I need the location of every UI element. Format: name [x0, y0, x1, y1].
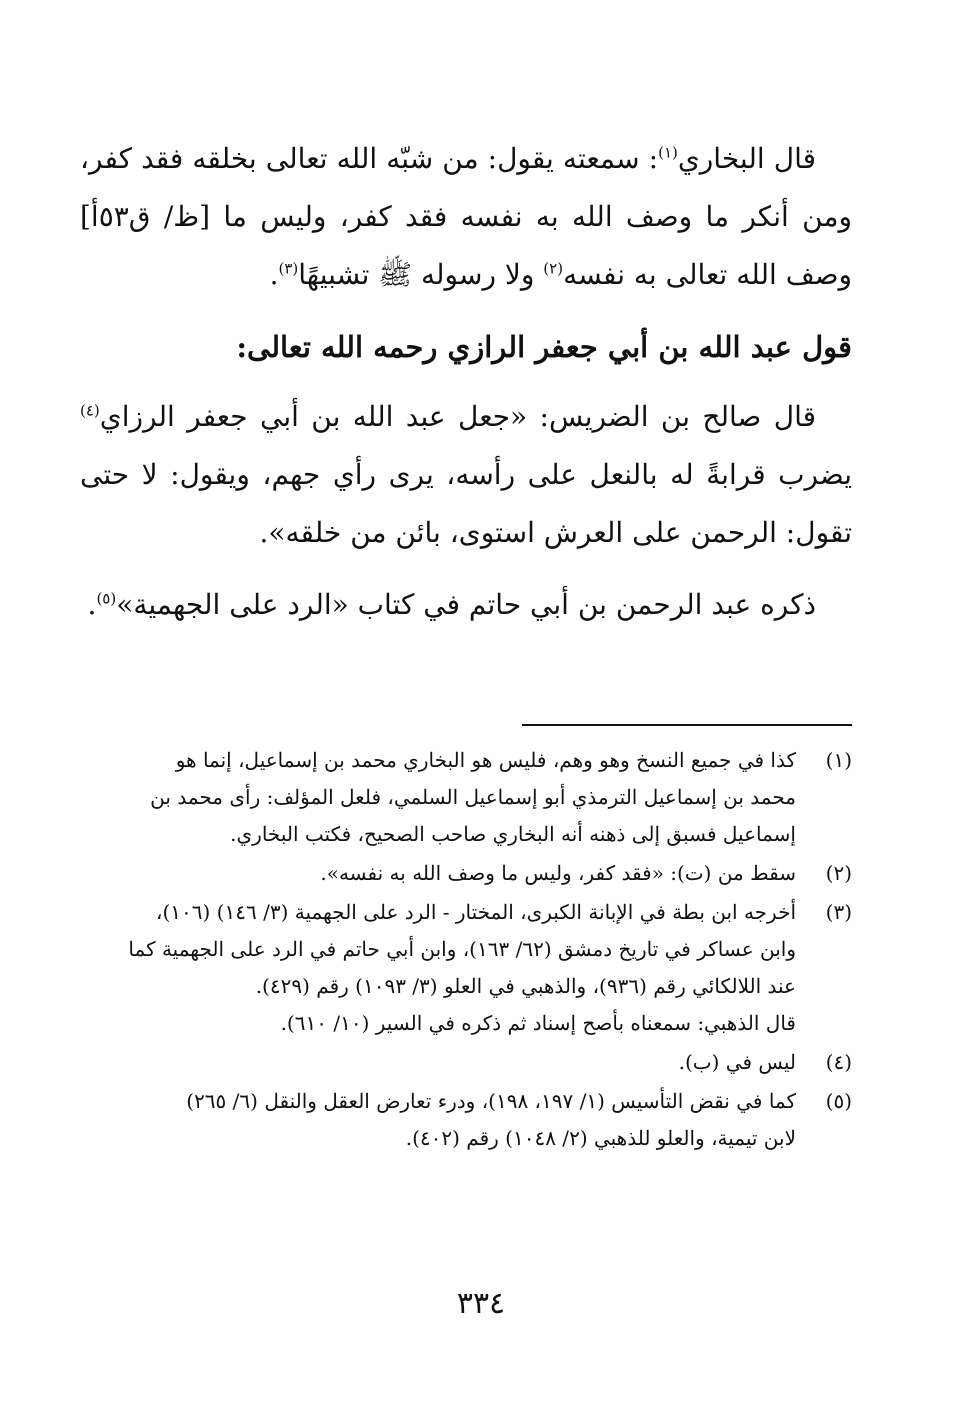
- paragraph-text: يضرب قرابةً له بالنعل على رأسه، يرى رأي جهم، ويقول: لا حتى تقول: الرحمن على العرش استوى، بائن من خلقه».: [80, 458, 852, 549]
- footnote-ref-1[interactable]: (١): [658, 143, 678, 162]
- footnote-line: سقط من (ت): «فقد كفر، وليس ما وصف الله به نفسه».: [320, 861, 796, 885]
- footnote-line: وابن عساكر في تاريخ دمشق (٦٢/ ١٦٣)، وابن أبي حاتم في الرد على الجهمية كما: [128, 937, 796, 961]
- paragraph-bukhari: [80, 130, 852, 304]
- footnote-line: لابن تيمية، والعلو للذهبي (٢/ ١٠٤٨) رقم (٤٠٢).: [405, 1126, 796, 1150]
- footnote-ref-5[interactable]: (٥): [96, 589, 117, 608]
- footnote-line: إسماعيل فسبق إلى ذهنه أنه البخاري صاحب الصحيح، فكتب البخاري.: [230, 822, 796, 846]
- footnote-line: أخرجه ابن بطة في الإبانة الكبرى، المختار - الرد على الجهمية (٣/ ١٤٦) (١٠٦)،: [156, 900, 796, 924]
- paragraph-ibn-abi-hatim: [80, 576, 852, 634]
- footnote-ref-3[interactable]: (٣): [278, 259, 299, 278]
- footnote-5: [80, 1083, 852, 1157]
- footnote-divider: [522, 724, 852, 726]
- paragraph-text: : سمعته يقول: من شبّه الله تعالى بخلقه فقد كفر، ومن أنكر ما وصف الله به نفسه فقد كفر، وليس ما [ظ/ ق٥٣أ] وصف الله تعالى به نفسه: [80, 142, 852, 291]
- footnote-number: (٣): [825, 900, 852, 924]
- paragraph-text: ذكره عبد الرحمن بن أبي حاتم في كتاب «الرد على الجهمية»: [116, 588, 816, 621]
- footnote-number: (١): [825, 748, 852, 772]
- section-heading: قول عبد الله بن أبي جعفر الرازي رحمه الله تعالى:: [236, 330, 852, 364]
- footnote-number: (٥): [825, 1089, 852, 1113]
- paragraph-lead: قال البخاري: [677, 142, 817, 175]
- footnote-1: [80, 742, 852, 853]
- footnote-line: محمد بن إسماعيل الترمذي أبو إسماعيل السلمي، فلعل المؤلف: رأى محمد بن: [150, 785, 796, 809]
- footnote-line: كذا في جميع النسخ وهو وهم، فليس هو البخاري محمد بن إسماعيل، إنما هو: [175, 748, 796, 772]
- footnote-2: [80, 855, 852, 892]
- footnote-ref-4[interactable]: (٤): [80, 401, 100, 420]
- paragraph-salih: [80, 388, 852, 562]
- footnote-line: عند اللالكائي رقم (٩٣٦)، والذهبي في العلو (٣/ ١٠٩٣) رقم (٤٢٩).: [255, 974, 796, 998]
- page-number: ٣٣٤: [456, 1286, 506, 1321]
- paragraph-text: قال صالح بن الضريس: «جعل عبد الله بن أبي جعفر الرزاي: [99, 400, 816, 433]
- footnotes: [80, 742, 852, 1159]
- footnote-line: قال الذهبي: سمعناه بأصح إسناد ثم ذكره في السير (١٠/ ٦١٠).: [280, 1011, 796, 1035]
- footnote-line: ليس في (ب).: [678, 1050, 796, 1074]
- paragraph-text: .: [269, 258, 279, 291]
- main-text: [80, 130, 852, 648]
- paragraph-text: ولا رسوله ﷺ تشبيهًا: [298, 258, 544, 291]
- footnote-3: [80, 894, 852, 1042]
- footnote-line: كما في نقض التأسيس (١/ ١٩٧، ١٩٨)، ودرء تعارض العقل والنقل (٦/ ٢٦٥): [186, 1089, 796, 1113]
- footnote-number: (٤): [825, 1050, 852, 1074]
- footnote-4: [80, 1044, 852, 1081]
- footnote-ref-2[interactable]: (٢): [543, 259, 564, 278]
- footnote-number: (٢): [825, 861, 852, 885]
- paragraph-text: .: [87, 588, 97, 621]
